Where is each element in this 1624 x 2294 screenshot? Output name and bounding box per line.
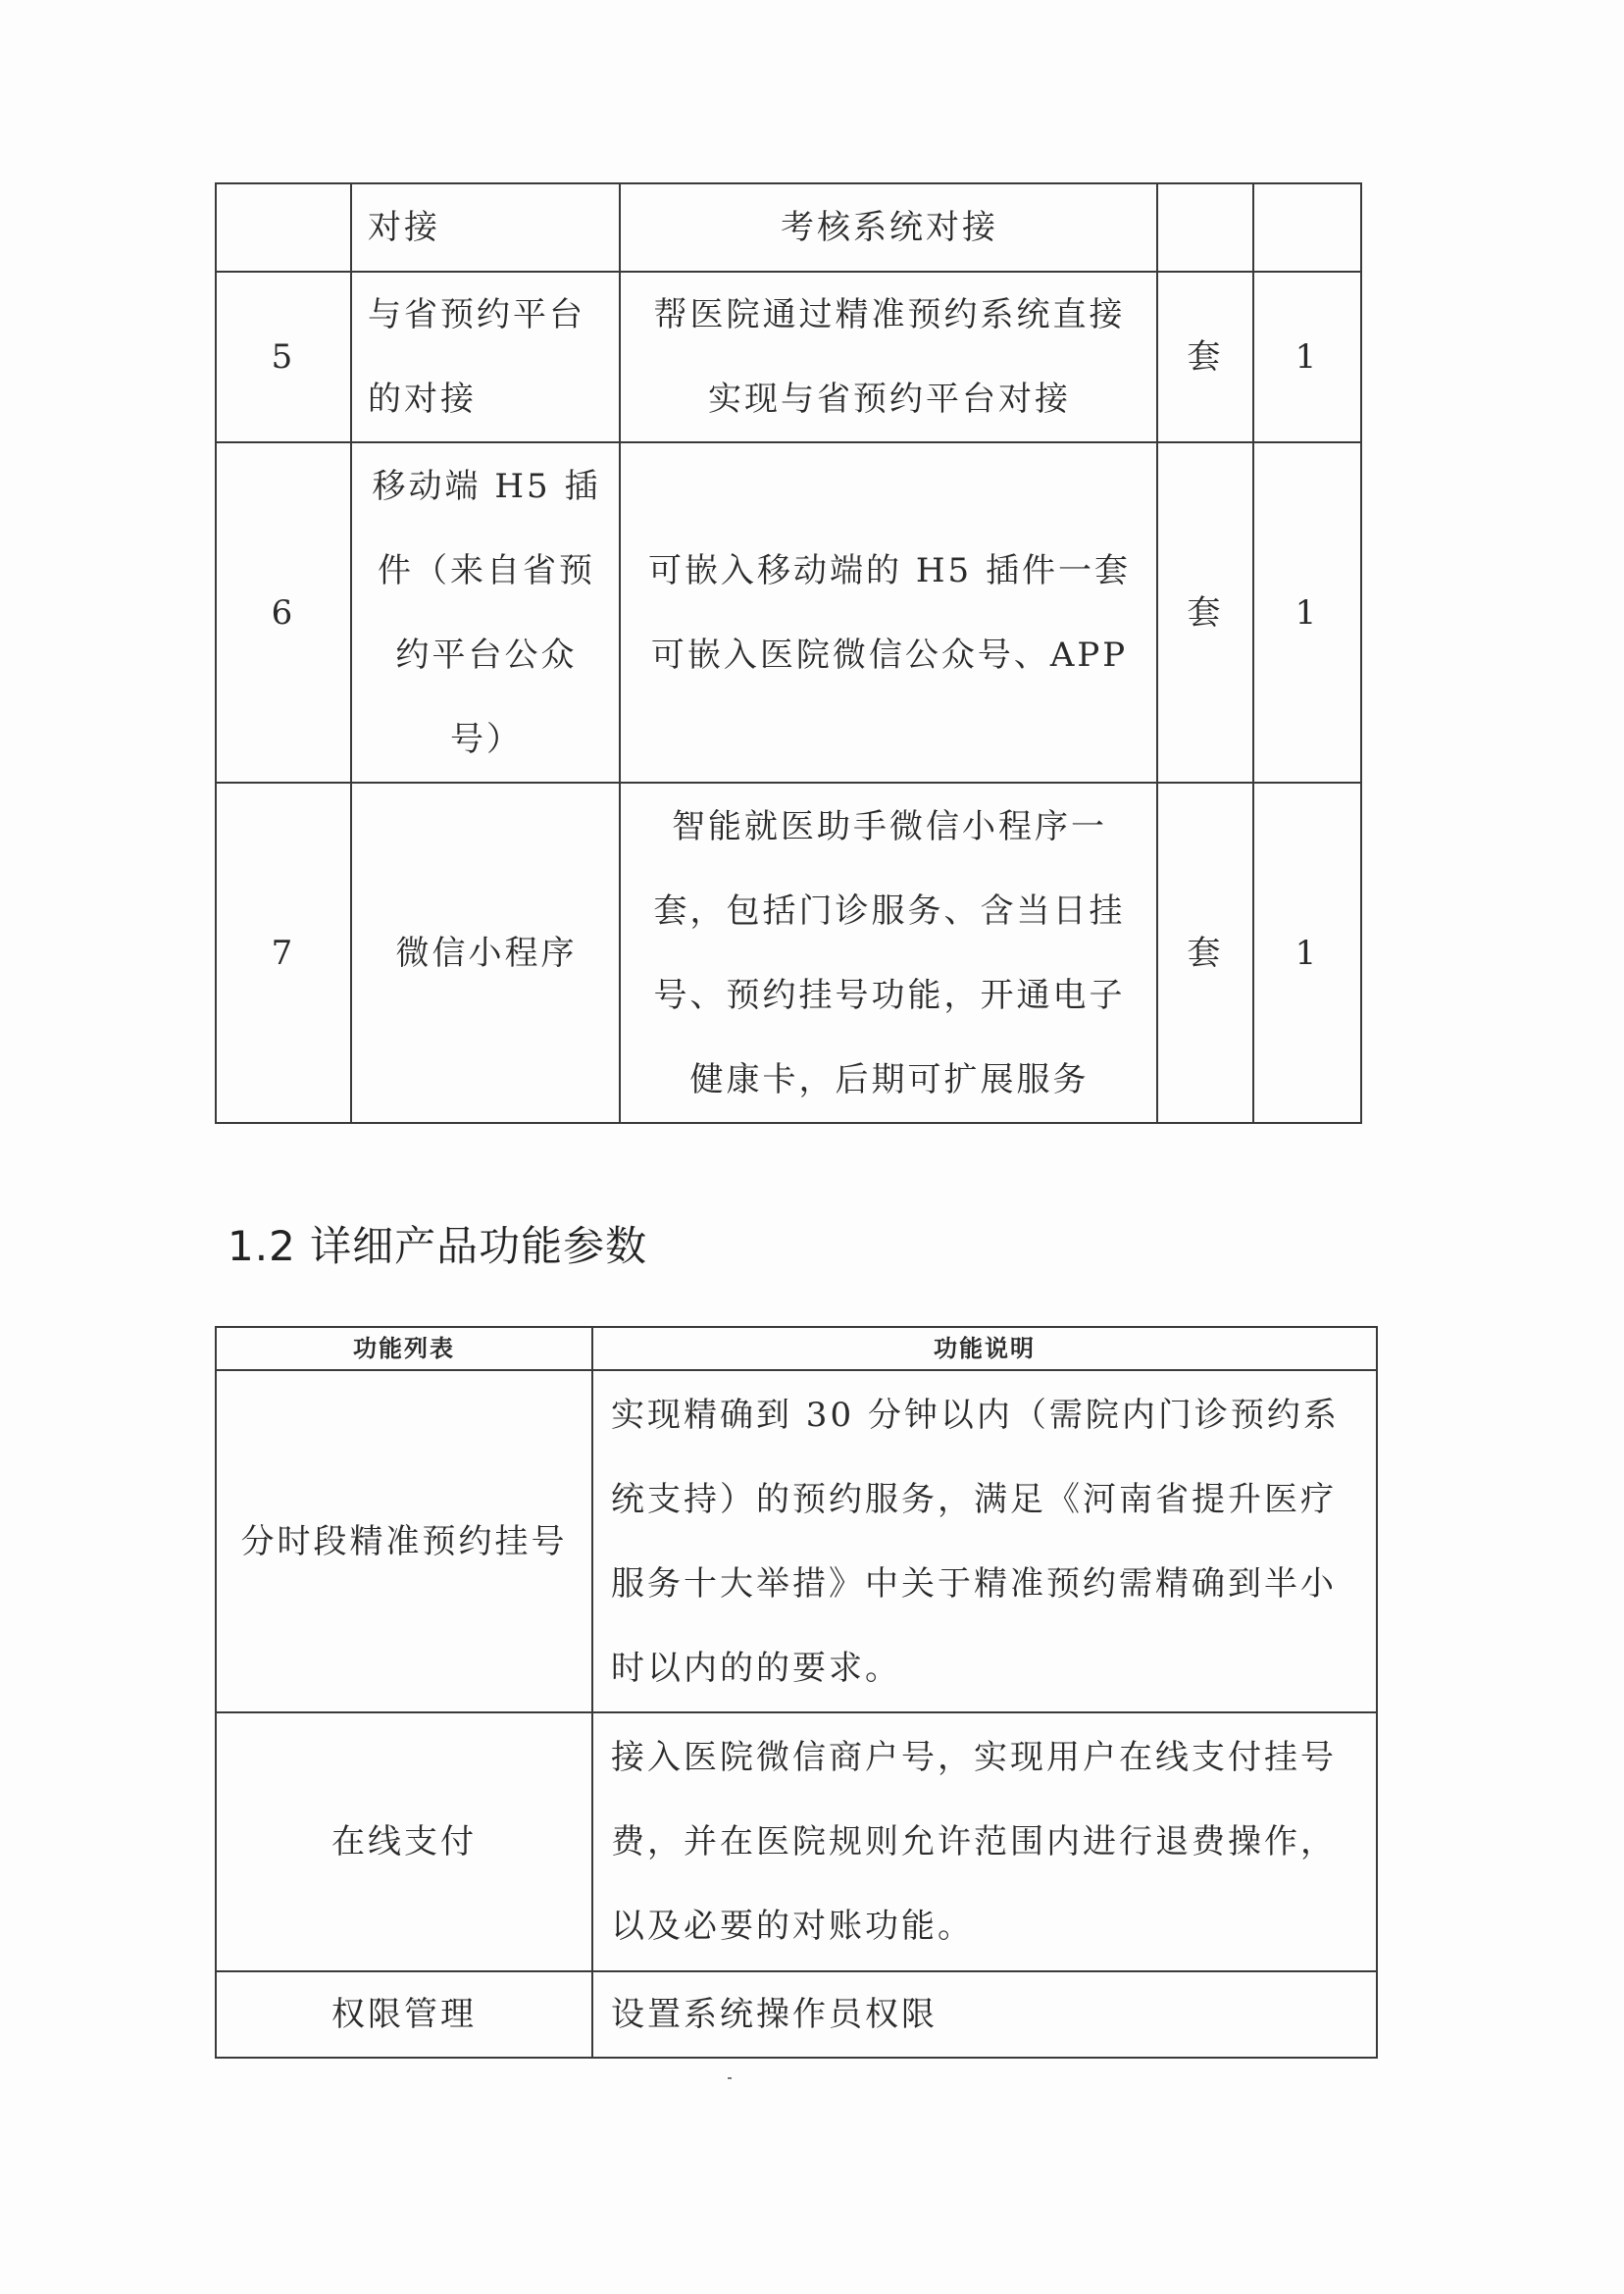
item-name: 对接 [351, 183, 620, 272]
table-row [216, 1971, 1377, 2058]
header-feature-description: 功能说明 [592, 1327, 1377, 1370]
feature-name: 权限管理 [216, 1971, 592, 2058]
item-description: 帮医院通过精准预约系统直接 实现与省预约平台对接 [653, 295, 1126, 419]
item-description: 智能就医助手微信小程序一 套，包括门诊服务、含当日挂 号、预约挂号功能，开通电子 健康卡，后期可扩展服务 [653, 806, 1126, 1099]
table-row [216, 272, 1361, 442]
feature-description: 实现精确到 30 分钟以内（需院内门诊预约系 统支持）的预约服务，满足《河南省提升医疗 服务十大举措》中关于精准预约需精确到半小 时以内的的要求。 [611, 1395, 1340, 1688]
table-row [216, 1712, 1377, 1971]
table-row [216, 783, 1361, 1123]
feature-description: 设置系统操作员权限 [592, 1971, 1377, 2058]
item-quantity: 1 [1253, 442, 1361, 783]
item-unit [1157, 183, 1253, 272]
product-list-table [215, 182, 1362, 1124]
table-row [216, 442, 1361, 783]
row-number: 7 [216, 783, 351, 1123]
item-description: 可嵌入移动端的 H5 插件一套 可嵌入医院微信公众号、APP [648, 550, 1131, 675]
row-number [216, 183, 351, 272]
table-row [216, 1370, 1377, 1712]
item-quantity [1253, 183, 1361, 272]
item-unit: 套 [1157, 442, 1253, 783]
table-header-row [216, 1327, 1377, 1370]
item-unit: 套 [1157, 272, 1253, 442]
section-heading: 1.2 详细产品功能参数 [228, 1222, 648, 1270]
scan-speck [728, 2077, 732, 2079]
feature-parameters-table [215, 1326, 1378, 2059]
item-description: 考核系统对接 [620, 183, 1157, 272]
item-unit: 套 [1157, 783, 1253, 1123]
table-row [216, 183, 1361, 272]
feature-name: 分时段精准预约挂号 [216, 1370, 592, 1712]
item-quantity: 1 [1253, 272, 1361, 442]
item-name: 与省预约平台 的对接 [368, 295, 585, 419]
header-feature-list: 功能列表 [216, 1327, 592, 1370]
item-quantity: 1 [1253, 783, 1361, 1123]
feature-name: 在线支付 [216, 1712, 592, 1971]
feature-description: 接入医院微信商户号，实现用户在线支付挂号 费，并在医院规则允许范围内进行退费操作， 以及必要的对账功能。 [611, 1738, 1337, 1946]
item-name: 微信小程序 [351, 783, 620, 1123]
item-name: 移动端 H5 插 件（来自省预 约平台公众 号） [372, 466, 601, 759]
row-number: 5 [216, 272, 351, 442]
row-number: 6 [216, 442, 351, 783]
